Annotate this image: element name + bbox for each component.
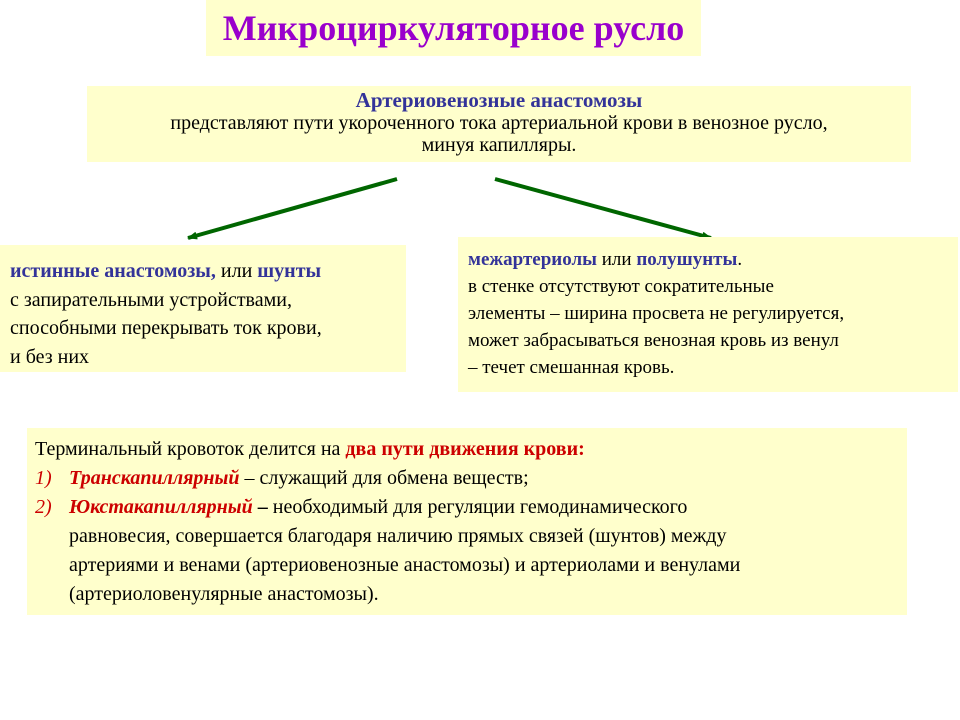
box-line <box>468 246 958 273</box>
term-juxtacapillary: Юкстакапиллярный <box>69 496 253 518</box>
term-semi-shunts: полушунты <box>636 249 738 270</box>
page-title: Микроциркуляторное русло <box>222 8 685 48</box>
description-line: минуя капилляры. <box>421 134 577 156</box>
box-line: в стенке отсутствуют сократительные <box>468 276 774 297</box>
list-item-juxtacapillary <box>35 493 907 522</box>
term-interarterioles: межартериолы <box>468 249 597 270</box>
box-line: способными перекрывать ток крови, <box>10 317 322 339</box>
right-arrow <box>495 179 711 238</box>
box-line: и без них <box>10 345 90 368</box>
two-paths-highlight: два пути движения крови: <box>345 438 585 460</box>
box-line: может забрасываться венозная кровь из венул <box>468 330 839 351</box>
box-line: – течет смешанная кровь. <box>468 357 675 378</box>
semi-shunts-box <box>458 237 958 392</box>
box-line: с запирательными устройствами, <box>10 288 292 311</box>
item-continuation: равновесия, совершается благодаря наличию прямых связей (шунтов) между <box>69 525 727 547</box>
item-text: необходимый для регуляции гемодинамического <box>272 496 688 518</box>
box-line <box>10 257 406 286</box>
description-line: представляют пути укороченного тока артериальной крови в венозное русло, <box>170 112 828 134</box>
box-line: элементы – ширина просвета не регулируется, <box>468 303 845 324</box>
intro-text: Терминальный кровоток делится на <box>35 438 346 460</box>
intro-line <box>35 435 907 464</box>
term-transcapillary: Транскапиллярный <box>69 467 240 489</box>
item-continuation: артериями и венами (артериовенозные анастомозы) и артериолами и венулами <box>69 554 741 576</box>
connector-text: или <box>215 260 258 282</box>
connector-text: или <box>597 249 637 270</box>
left-arrow <box>188 179 397 238</box>
term-shunts: шунты <box>257 260 322 282</box>
list-number: 1) <box>35 467 52 489</box>
period: . <box>737 249 743 270</box>
item-continuation: (артериоловенулярные анастомозы). <box>69 583 379 605</box>
term-true-anastomoses: истинные анастомозы, <box>10 260 216 282</box>
av-anastomoses-heading: Артериовенозные анастомозы <box>355 88 643 112</box>
true-anastomoses-box <box>0 245 406 372</box>
list-item-transcapillary <box>35 464 907 493</box>
terminal-flow-box <box>27 428 907 615</box>
item-text: – служащий для обмена веществ; <box>239 467 529 489</box>
dash: – <box>252 496 273 518</box>
list-number: 2) <box>35 496 52 518</box>
